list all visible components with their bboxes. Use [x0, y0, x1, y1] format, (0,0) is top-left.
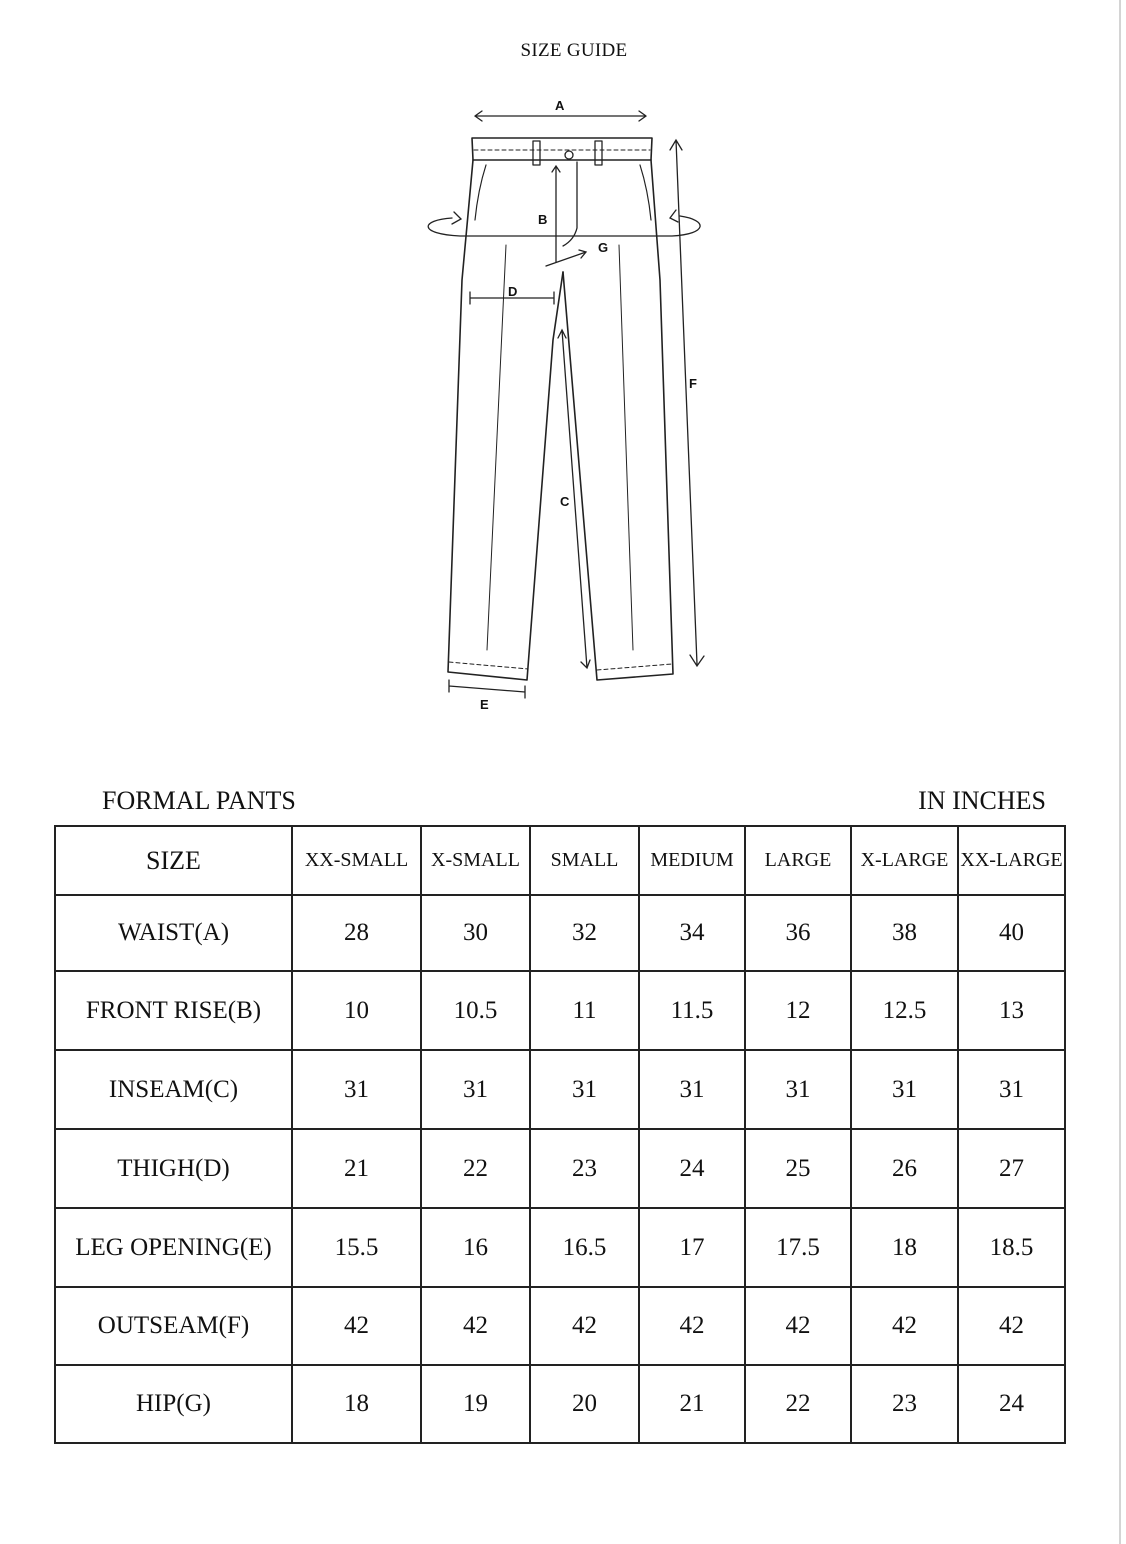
cell-value: 22	[745, 1365, 851, 1443]
table-row-waist	[55, 895, 1065, 971]
size-col-xx-small: XX-SMALL	[292, 826, 421, 895]
cell-value: 17	[639, 1208, 745, 1287]
row-label: OUTSEAM(F)	[55, 1287, 292, 1365]
cell-value: 42	[745, 1287, 851, 1365]
pants-waistband	[472, 138, 652, 160]
cell-value: 31	[421, 1050, 530, 1129]
table-row-front-rise	[55, 971, 1065, 1050]
row-label: INSEAM(C)	[55, 1050, 292, 1129]
cell-value: 15.5	[292, 1208, 421, 1287]
cell-value: 16.5	[530, 1208, 639, 1287]
hip-arrow-g	[546, 250, 586, 266]
table-row-inseam	[55, 1050, 1065, 1129]
cell-value: 26	[851, 1129, 958, 1208]
cell-value: 31	[639, 1050, 745, 1129]
row-label: FRONT RISE(B)	[55, 971, 292, 1050]
size-col-xx-large: XX-LARGE	[958, 826, 1065, 895]
row-label: THIGH(D)	[55, 1129, 292, 1208]
size-header-label: SIZE	[55, 826, 292, 895]
pants-left-leg	[448, 160, 563, 680]
pants-right-leg	[563, 160, 673, 680]
label-c: C	[560, 494, 570, 509]
size-col-small: SMALL	[530, 826, 639, 895]
label-d: D	[508, 284, 518, 299]
cell-value: 28	[292, 895, 421, 971]
table-row-hip	[55, 1365, 1065, 1443]
leg-opening-arrow-e	[449, 680, 525, 698]
cell-value: 42	[639, 1287, 745, 1365]
cell-value: 10	[292, 971, 421, 1050]
cell-value: 16	[421, 1208, 530, 1287]
outseam-arrow-f	[670, 140, 704, 666]
table-caption-formal-pants: FORMAL PANTS	[102, 786, 296, 815]
cell-value: 34	[639, 895, 745, 971]
size-col-x-small: X-SMALL	[421, 826, 530, 895]
cell-value: 21	[639, 1365, 745, 1443]
cell-value: 18	[851, 1208, 958, 1287]
cell-value: 12.5	[851, 971, 958, 1050]
cell-value: 10.5	[421, 971, 530, 1050]
table-row-outseam	[55, 1287, 1065, 1365]
cell-value: 19	[421, 1365, 530, 1443]
cell-value: 42	[292, 1287, 421, 1365]
size-chart-table	[54, 825, 1066, 1444]
page-title: SIZE GUIDE	[520, 40, 628, 61]
row-label: LEG OPENING(E)	[55, 1208, 292, 1287]
size-col-medium: MEDIUM	[639, 826, 745, 895]
size-header-row	[55, 826, 1065, 895]
cell-value: 23	[530, 1129, 639, 1208]
cell-value: 31	[745, 1050, 851, 1129]
cell-value: 18.5	[958, 1208, 1065, 1287]
cell-value: 24	[639, 1129, 745, 1208]
label-g: G	[598, 240, 609, 255]
cell-value: 18	[292, 1365, 421, 1443]
table-row-thigh	[55, 1129, 1065, 1208]
cell-value: 31	[530, 1050, 639, 1129]
label-f: F	[689, 376, 697, 391]
table-row-leg-opening	[55, 1208, 1065, 1287]
cell-value: 13	[958, 971, 1065, 1050]
size-col-x-large: X-LARGE	[851, 826, 958, 895]
cell-value: 25	[745, 1129, 851, 1208]
label-a: A	[555, 98, 565, 113]
pants-measurement-diagram	[410, 90, 720, 720]
cell-value: 40	[958, 895, 1065, 971]
cell-value: 11.5	[639, 971, 745, 1050]
hip-ellipse	[428, 216, 700, 236]
page-edge-divider	[1119, 0, 1121, 1544]
cell-value: 20	[530, 1365, 639, 1443]
front-rise-arrow-b	[552, 166, 560, 262]
cell-value: 12	[745, 971, 851, 1050]
cell-value: 11	[530, 971, 639, 1050]
cell-value: 31	[292, 1050, 421, 1129]
table-caption-units: IN INCHES	[918, 786, 1046, 815]
cell-value: 31	[958, 1050, 1065, 1129]
cell-value: 21	[292, 1129, 421, 1208]
row-label: WAIST(A)	[55, 895, 292, 971]
row-label: HIP(G)	[55, 1365, 292, 1443]
cell-value: 30	[421, 895, 530, 971]
cell-value: 24	[958, 1365, 1065, 1443]
cell-value: 42	[958, 1287, 1065, 1365]
cell-value: 31	[851, 1050, 958, 1129]
cell-value: 36	[745, 895, 851, 971]
cell-value: 22	[421, 1129, 530, 1208]
cell-value: 17.5	[745, 1208, 851, 1287]
cell-value: 42	[421, 1287, 530, 1365]
cell-value: 38	[851, 895, 958, 971]
label-e: E	[480, 697, 489, 712]
cell-value: 32	[530, 895, 639, 971]
cell-value: 23	[851, 1365, 958, 1443]
cell-value: 42	[851, 1287, 958, 1365]
size-col-large: LARGE	[745, 826, 851, 895]
cell-value: 27	[958, 1129, 1065, 1208]
label-b: B	[538, 212, 548, 227]
cell-value: 42	[530, 1287, 639, 1365]
